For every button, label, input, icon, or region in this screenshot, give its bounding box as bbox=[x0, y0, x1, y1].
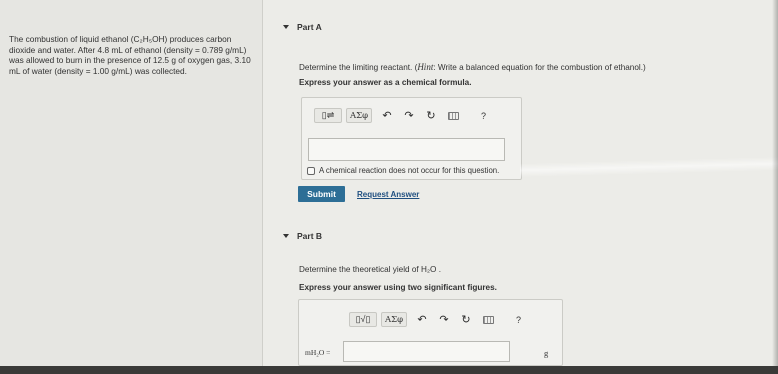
screen-edge-shadow bbox=[772, 0, 778, 374]
reset-icon[interactable]: ↻ bbox=[461, 313, 471, 326]
part-a-instruction: Express your answer as a chemical formula. bbox=[299, 78, 472, 87]
templates-button[interactable]: ▯√▯ bbox=[349, 312, 377, 327]
part-b-instruction: Express your answer using two significant figures. bbox=[299, 283, 497, 292]
part-b-mass-input[interactable] bbox=[343, 341, 510, 362]
greek-symbols-button[interactable]: ΑΣφ bbox=[346, 108, 372, 123]
submit-button[interactable]: Submit bbox=[298, 186, 345, 202]
redo-icon[interactable]: ↷ bbox=[439, 313, 449, 326]
help-icon[interactable]: ? bbox=[481, 110, 487, 121]
help-icon[interactable]: ? bbox=[516, 314, 522, 325]
undo-icon[interactable]: ↶ bbox=[382, 109, 392, 122]
greek-symbols-button[interactable]: ΑΣφ bbox=[381, 312, 407, 327]
reset-icon[interactable]: ↻ bbox=[426, 109, 436, 122]
collapse-caret-icon bbox=[283, 25, 289, 29]
bottom-bezel bbox=[0, 366, 778, 374]
problem-statement: The combustion of liquid ethanol (C₂H₅OH) produces carbon dioxide and water. After 4.8 mL of ethanol (density = 0.789 g/mL) was allowed to burn in the presence of 12.5 g of oxygen gas, 3.10 mL of water (density = 1.00 g/mL) was collected. bbox=[9, 34, 251, 76]
mass-variable-label: mH₂O = bbox=[305, 348, 331, 357]
templates-button[interactable]: ▯⇌ bbox=[314, 108, 342, 123]
problem-panel bbox=[0, 0, 262, 374]
part-a-prompt-end: : Write a balanced equation for the combustion of ethanol.) bbox=[433, 63, 646, 72]
no-reaction-option[interactable] bbox=[307, 166, 499, 175]
part-b-header[interactable] bbox=[283, 231, 322, 241]
no-reaction-checkbox[interactable] bbox=[307, 167, 315, 175]
collapse-caret-icon bbox=[283, 234, 289, 238]
part-a-prompt-start: Determine the limiting reactant. ( bbox=[299, 63, 418, 72]
keyboard-icon[interactable] bbox=[483, 316, 494, 324]
request-answer-link[interactable]: Request Answer bbox=[357, 190, 420, 199]
part-a-header[interactable] bbox=[283, 22, 322, 32]
keyboard-icon[interactable] bbox=[448, 112, 459, 120]
unit-label: g bbox=[544, 348, 549, 358]
part-a-prompt bbox=[299, 62, 646, 72]
part-b-toolbar bbox=[349, 312, 521, 327]
no-reaction-label: A chemical reaction does not occur for this question. bbox=[319, 166, 500, 175]
hint-word: Hint bbox=[417, 62, 434, 72]
part-a-toolbar bbox=[314, 108, 486, 123]
redo-icon[interactable]: ↷ bbox=[404, 109, 414, 122]
part-a-title: Part A bbox=[297, 22, 322, 32]
part-a-formula-input[interactable] bbox=[308, 138, 505, 161]
undo-icon[interactable]: ↶ bbox=[417, 313, 427, 326]
part-b-prompt: Determine the theoretical yield of H₂O . bbox=[299, 265, 441, 274]
part-b-title: Part B bbox=[297, 231, 323, 241]
